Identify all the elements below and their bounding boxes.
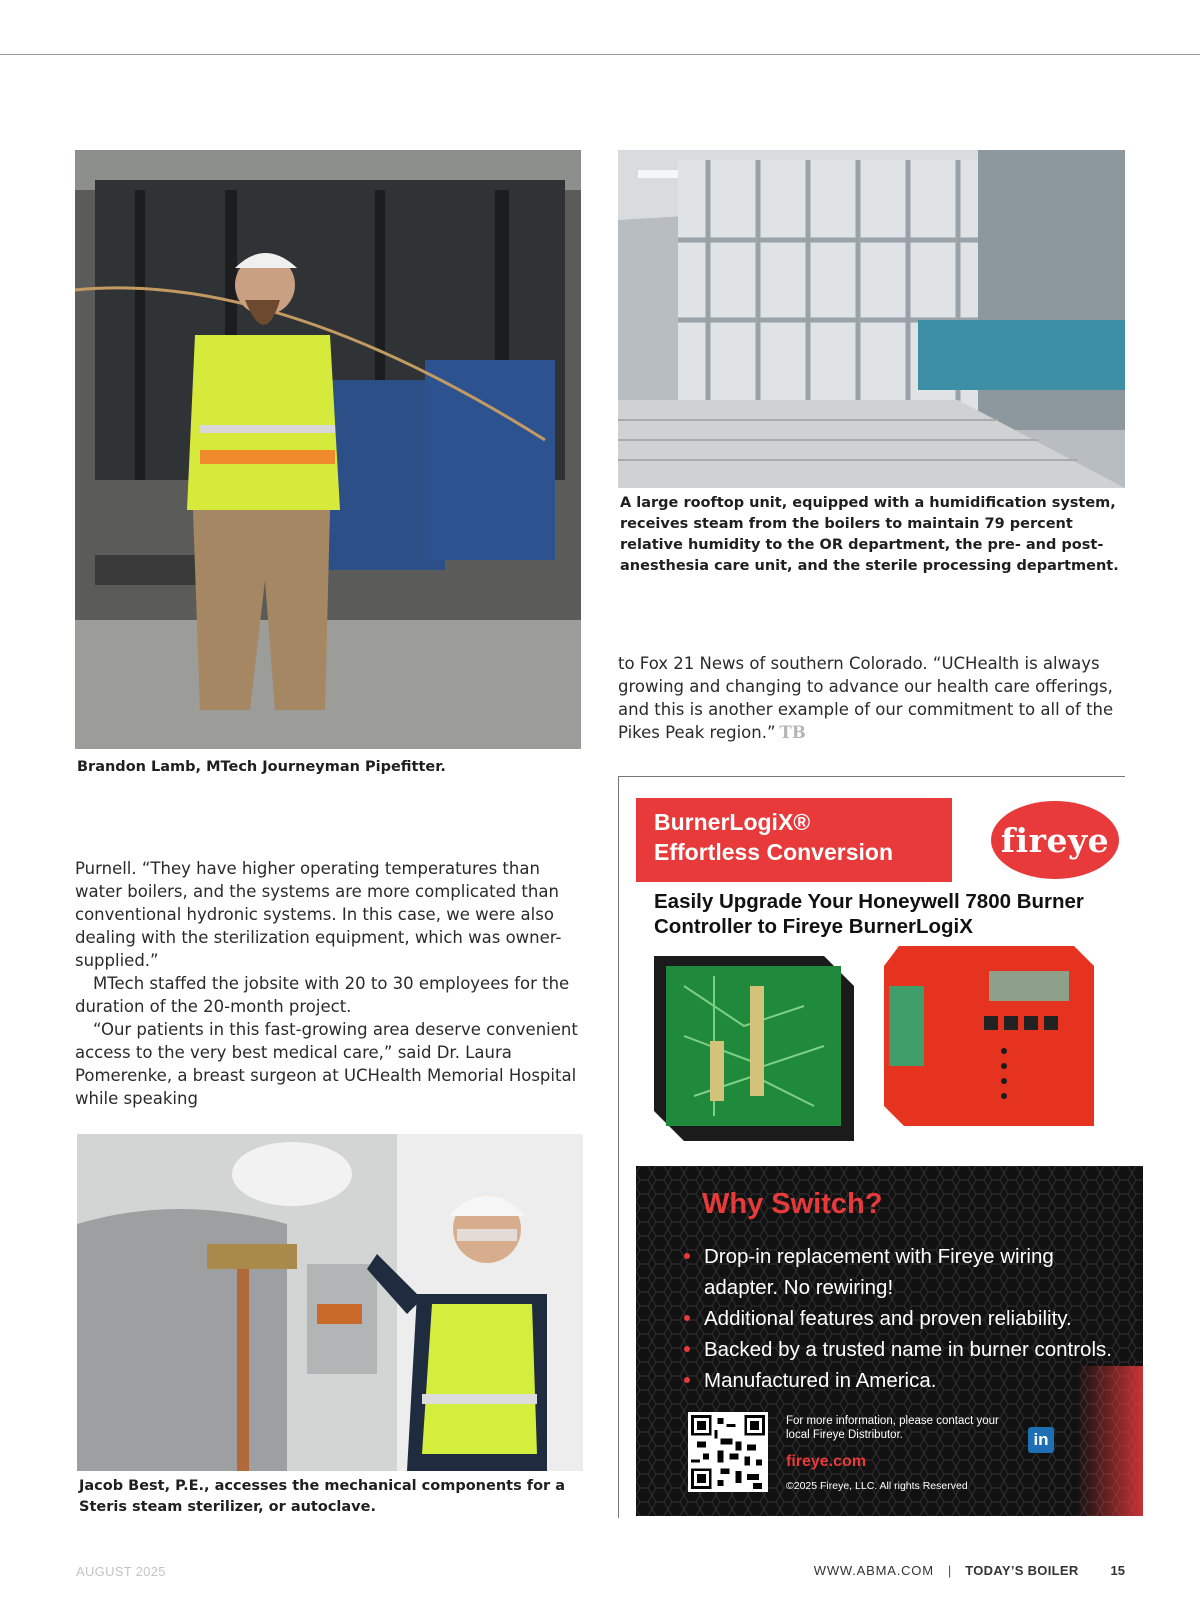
end-mark: TB bbox=[779, 723, 806, 742]
ad-product-banner bbox=[636, 798, 952, 882]
footer-publication-name: TODAY’S BOILER bbox=[965, 1563, 1079, 1578]
article-paragraph: MTech staffed the jobsite with 20 to 30 employees for the duration of the 20-month project. bbox=[75, 974, 570, 1016]
article-paragraph: “Our patients in this fast-growing area deserve convenient access to the very best medical care,” said Dr. Laura Pomerenke, a breast surgeon at UCHealth Memorial Hospital while speaking bbox=[75, 1020, 578, 1108]
photo-pipefitter bbox=[75, 150, 581, 749]
bullet-icon bbox=[684, 1315, 690, 1321]
fireye-advertisement[interactable] bbox=[618, 776, 1143, 1518]
ad-website-link[interactable]: fireye.com bbox=[786, 1453, 867, 1470]
photo-sterilizer-engineer bbox=[77, 1134, 583, 1471]
ad-benefit-list bbox=[684, 1241, 1124, 1396]
caption-brandon-lamb: Brandon Lamb, MTech Journeyman Pipefitter. bbox=[77, 759, 446, 775]
header-rule bbox=[0, 54, 1200, 55]
footer-website[interactable]: WWW.ABMA.COM bbox=[813, 1563, 934, 1578]
page-number: 15 bbox=[1110, 1563, 1125, 1578]
caption-jacob-best: Jacob Best, P.E., accesses the mechanical components for a Steris steam sterilizer, or autoclave. bbox=[79, 1478, 566, 1515]
bullet-icon bbox=[684, 1346, 690, 1352]
bullet-icon bbox=[684, 1253, 690, 1259]
ad-border bbox=[618, 776, 619, 1518]
linkedin-icon[interactable]: in bbox=[1028, 1427, 1054, 1453]
ad-why-switch-panel bbox=[636, 1166, 1143, 1516]
article-right-text: to Fox 21 News of southern Colorado. “UCHealth is always growing and changing to advance our health care offerings, and this is another example of our commitment to all of the Pikes Peak region.” bbox=[618, 654, 1114, 742]
photo-rooftop-unit bbox=[618, 150, 1125, 488]
fireye-logo bbox=[991, 801, 1119, 879]
bullet-icon bbox=[684, 1377, 690, 1383]
ad-why-switch-heading: Why Switch? bbox=[702, 1188, 883, 1220]
ad-border bbox=[618, 776, 1125, 777]
ad-benefit-item: Manufactured in America. bbox=[684, 1365, 1124, 1396]
article-column-right bbox=[618, 652, 1128, 744]
ad-benefit-item: Backed by a trusted name in burner controls. bbox=[684, 1334, 1124, 1365]
ad-contact-text: For more information, please contact your local Fireye Distributor. bbox=[786, 1415, 999, 1441]
ad-tagline: Effortless Conversion bbox=[654, 839, 893, 865]
footer-separator: | bbox=[947, 1563, 952, 1578]
caption-rooftop-unit: A large rooftop unit, equipped with a humidification system, receives steam from the boilers to maintain 79 percent relative humidity to the OR department, the pre- and post-anesthesia care unit, and the sterile processing department. bbox=[620, 495, 1119, 574]
fireye-logo-text: fireye bbox=[1000, 820, 1110, 860]
ad-benefit-item: Drop-in replacement with Fireye wiring adapter. No rewiring! bbox=[684, 1241, 1124, 1303]
ad-product-image bbox=[654, 946, 1114, 1151]
article-paragraph: Purnell. “They have higher operating temperatures than water boilers, and the systems are more complicated than conventional hydronic systems. In this case, we were also dealing with the sterilization equipment, which was owner-supplied.” bbox=[75, 859, 562, 970]
ad-benefit-item: Additional features and proven reliability. bbox=[684, 1303, 1124, 1334]
ad-product-name: BurnerLogiX® bbox=[654, 809, 811, 835]
footer-publication-info bbox=[814, 1563, 1125, 1578]
ad-copyright: ©2025 Fireye, LLC. All rights Reserved bbox=[786, 1480, 968, 1492]
qr-code-icon[interactable] bbox=[688, 1412, 768, 1492]
ad-headline: Easily Upgrade Your Honeywell 7800 Burner Controller to Fireye BurnerLogiX bbox=[654, 890, 1084, 938]
footer-issue-date: AUGUST 2025 bbox=[76, 1564, 166, 1579]
article-column-left bbox=[75, 857, 585, 1110]
